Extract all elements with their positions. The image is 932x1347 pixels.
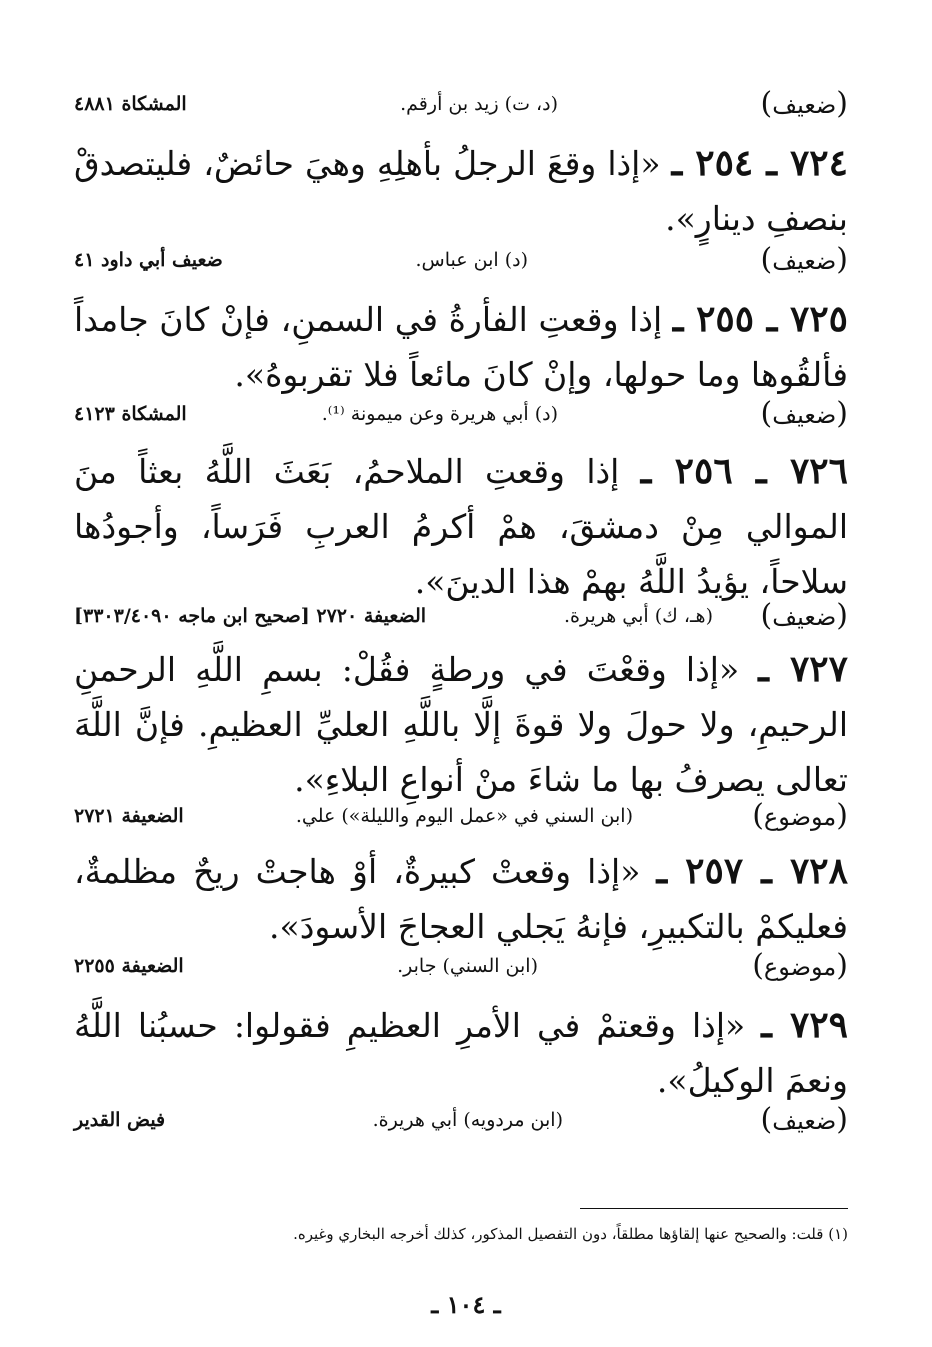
source-line [74,596,848,636]
grade-label: (ضعيف) [760,396,848,431]
source-text: (هـ، ك) أبي هريرة. [564,605,713,627]
source-line [74,946,848,986]
hadith-text: إذا وقعتِ الملاحمُ، بَعَثَ اللَّهُ بعثاً منَ الموالي مِنْ دمشقَ، همْ أكرمُ العربِ فَرَساً، وأجودُها سلاحاً، يؤيدُ اللَّهُ بهمْ هذا الدينَ». [74,452,848,601]
hadith-entry [74,444,848,609]
source-text: (ابن السني في «عمل اليوم والليلة») علي. [295,805,633,827]
grade-label: (ضعيف) [760,1102,848,1137]
hadith-text: «إذا وقعْتَ في ورطةٍ فقُلْ: بسمِ اللَّهِ الرحمنِ الرحيمِ، ولا حولَ ولا قوةَ إلَّا باللَّهِ العليِّ العظيمِ. فإنَّ اللَّهَ تعالى يصرفُ بها ما شاءَ منْ أنواعِ البلاءِ». [74,650,848,799]
grade-label: (ضعيف) [760,242,848,277]
source-text: (د) أبي هريرة وعن ميمونة ⁽¹⁾. [321,403,558,425]
hadith-entry [74,292,848,402]
reference-text: فيض القدير [74,1109,166,1131]
footnote-divider [580,1208,848,1209]
reference-text: الضعيفة ٢٧٢١ [74,805,184,827]
page-number: ـ ١٠٤ ـ [431,1290,501,1319]
source-text: (د) ابن عباس. [415,249,528,271]
hadith-number: ٧٢٦ ـ ٢٥٦ ـ [640,450,848,492]
hadith-entry [74,844,848,954]
hadith-number: ٧٢٧ ـ [758,648,848,690]
hadith-entry [74,136,848,246]
source-text: (ابن السني) جابر. [397,955,538,977]
footnote: (١) قلت: والصحيح عنها إلقاؤها مطلقاً، دون التفصيل المذكور، كذلك أخرجه البخاري وغيره. [293,1225,848,1243]
hadith-text: «إذا وقعَ الرجلُ بأهلِهِ وهيَ حائضٌ، فليتصدقْ بنصفِ دينارٍ». [74,144,848,238]
hadith-text: «إذا وقعتْ كبيرةٌ، أوْ هاجتْ ريحٌ مظلمةٌ، فعليكمْ بالتكبيرِ، فإنهُ يَجلي العجاجَ الأسودَ». [74,852,848,946]
grade-label: (ضعيف) [760,86,848,121]
reference-text: الضعيفة ٢٢٥٥ [74,955,184,977]
grade-label: (موضوع) [752,948,848,983]
hadith-number: ٧٢٩ ـ [761,1004,848,1046]
hadith-number: ٧٢٤ ـ ٢٥٤ ـ [671,142,848,184]
reference-text: الضعيفة ٢٧٢٠ [صحيح ابن ماجه ٣٣٠٣/٤٠٩٠] [74,605,427,627]
source-line [74,796,848,836]
source-line [74,84,848,124]
reference-text: المشكاة ٤١٢٣ [74,403,187,425]
reference-text: ضعيف أبي داود ٤١ [74,249,223,271]
source-line [74,1100,848,1140]
hadith-number: ٧٢٨ ـ ٢٥٧ ـ [656,850,848,892]
hadith-text: إذا وقعتِ الفأرةُ في السمنِ، فإنْ كانَ جامداً فألقُوها وما حولها، وإنْ كانَ مائعاً فلا تقربوهُ». [74,300,848,394]
grade-label: (ضعيف) [760,598,848,633]
hadith-text: «إذا وقعتمْ في الأمرِ العظيمِ فقولوا: حسبُنا اللَّهُ ونعمَ الوكيلُ». [74,1006,848,1100]
source-line [74,394,848,434]
hadith-number: ٧٢٥ ـ ٢٥٥ ـ [672,298,848,340]
grade-label: (موضوع) [752,798,848,833]
source-text: (د، ت) زيد بن أرقم. [400,93,558,115]
source-text: (ابن مردويه) أبي هريرة. [372,1109,563,1131]
source-line [74,240,848,280]
hadith-entry [74,642,848,807]
reference-text: المشكاة ٤٨٨١ [74,93,187,115]
hadith-entry [74,998,848,1108]
